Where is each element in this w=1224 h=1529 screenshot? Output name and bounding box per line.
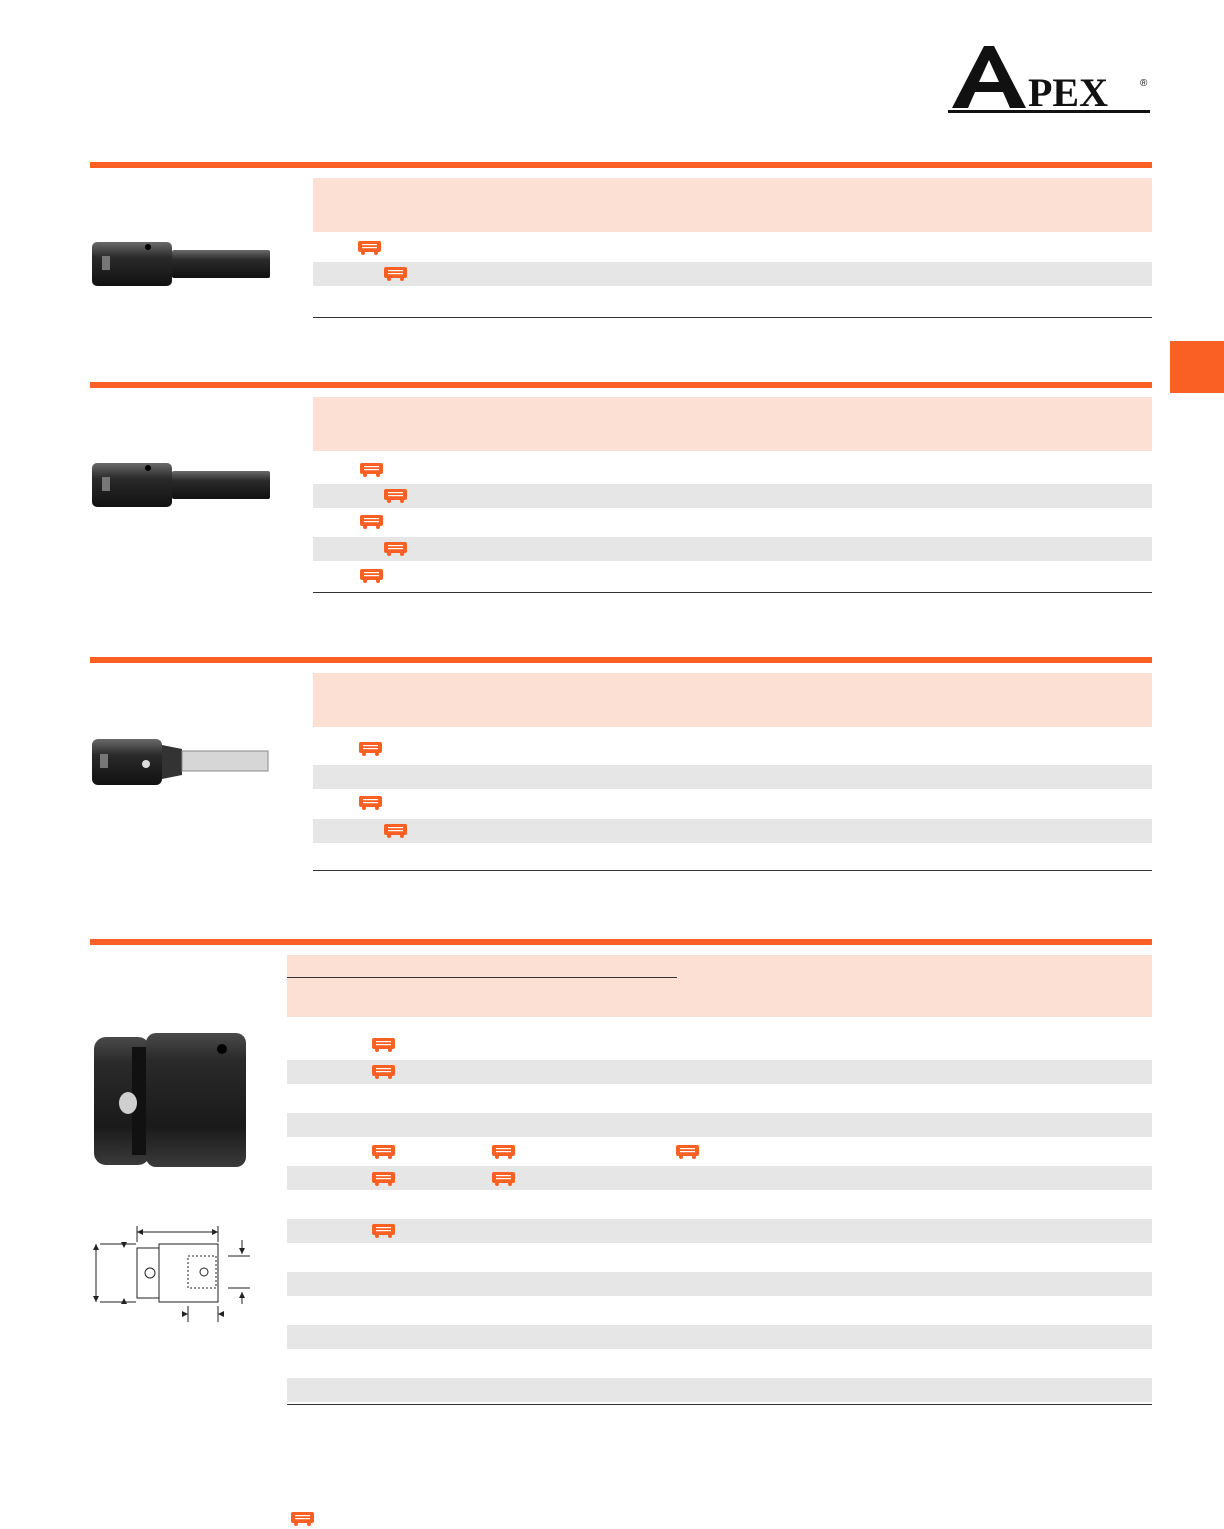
rapid-select-badge-icon (357, 795, 384, 810)
product-section-3 (90, 657, 1152, 875)
rapid-select-badge-icon (382, 488, 409, 503)
table-row (287, 1298, 1152, 1322)
table-header-band (313, 397, 1152, 451)
socket-dimension-diagram (92, 1222, 262, 1326)
table-row (313, 458, 1152, 482)
socket-adapter-photo (90, 737, 274, 789)
rapid-select-badge-icon (370, 1064, 397, 1079)
table-row (287, 1139, 1152, 1163)
table-row (287, 1325, 1152, 1349)
section-rule (90, 162, 1152, 168)
table-row (313, 791, 1152, 815)
table-row (313, 765, 1152, 789)
table-header-band (287, 955, 1152, 1017)
table-row (287, 1113, 1152, 1137)
rapid-select-badge-icon (370, 1144, 397, 1159)
table-row (313, 510, 1152, 534)
socket-adapter-photo (92, 1031, 250, 1169)
rapid-select-badge-icon (490, 1144, 517, 1159)
rapid-select-badge-icon (358, 568, 385, 583)
rapid-select-badge-icon (358, 514, 385, 529)
table-bottom-rule (313, 592, 1152, 593)
rapid-select-badge-icon (370, 1223, 397, 1238)
table-row (287, 1245, 1152, 1269)
rapid-select-badge-icon (490, 1171, 517, 1186)
rapid-select-badge-icon (289, 1511, 316, 1526)
table-row (313, 484, 1152, 508)
rapid-select-badge-icon (356, 240, 383, 255)
rapid-select-badge-icon (382, 823, 409, 838)
table-bottom-rule (313, 317, 1152, 318)
product-section-4 (90, 939, 1152, 1409)
rapid-select-badge-icon (674, 1144, 701, 1159)
section-rule (90, 939, 1152, 945)
socket-adapter-photo (90, 459, 274, 511)
rapid-select-badge-icon (370, 1037, 397, 1052)
socket-adapter-photo (90, 238, 274, 290)
table-row (313, 737, 1152, 761)
table-bottom-rule (313, 870, 1152, 871)
table-row (313, 845, 1152, 869)
table-row (287, 1378, 1152, 1402)
rapid-select-badge-icon (358, 462, 385, 477)
section-tab-marker (1170, 341, 1224, 393)
svg-text:®: ® (1140, 78, 1148, 89)
table-row (287, 1086, 1152, 1110)
product-section-2 (90, 382, 1152, 597)
table-row (287, 1033, 1152, 1057)
table-row (313, 288, 1152, 312)
apex-logo (944, 40, 1154, 116)
table-row (313, 236, 1152, 260)
section-rule (90, 657, 1152, 663)
table-bottom-rule (287, 1404, 1152, 1405)
section-rule (90, 382, 1152, 388)
table-row (313, 819, 1152, 843)
table-row (313, 262, 1152, 286)
table-row (287, 1192, 1152, 1216)
rapid-select-badge-icon (357, 741, 384, 756)
table-row (287, 1166, 1152, 1190)
table-header-band (313, 673, 1152, 727)
svg-text:PEX: PEX (1028, 70, 1108, 115)
product-section-1 (90, 162, 1152, 322)
table-row (287, 1272, 1152, 1296)
table-row (287, 1219, 1152, 1243)
table-row (287, 1351, 1152, 1375)
header-title-rule (287, 977, 677, 978)
table-row (313, 563, 1152, 587)
rapid-select-badge-icon (382, 541, 409, 556)
table-header-band (313, 178, 1152, 232)
table-row (313, 537, 1152, 561)
rapid-select-badge-icon (382, 266, 409, 281)
table-row (287, 1060, 1152, 1084)
rapid-select-badge-icon (370, 1171, 397, 1186)
